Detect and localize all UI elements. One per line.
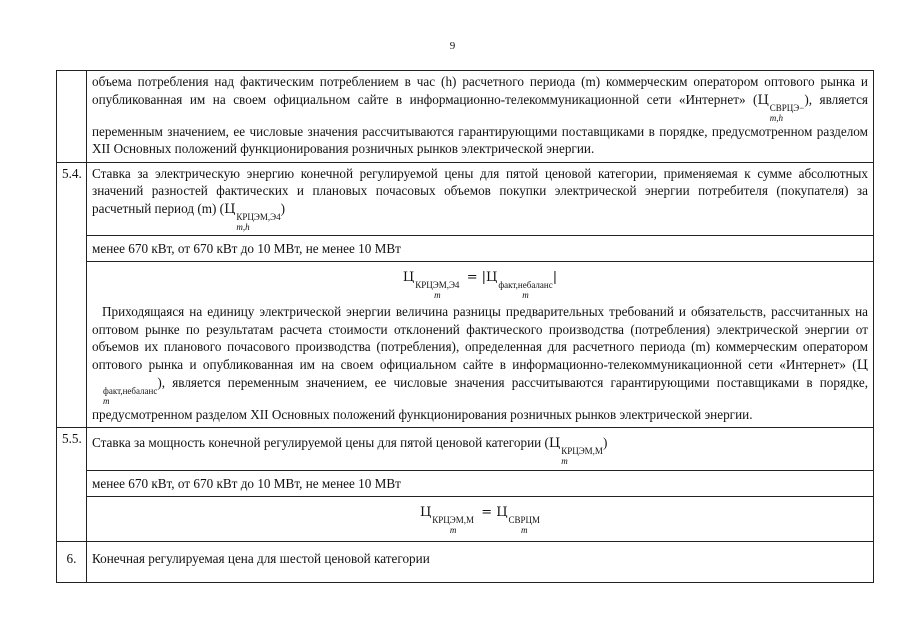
formula-rhs-symbol: Ц xyxy=(496,505,508,520)
row-5-4-description xyxy=(92,303,868,424)
page-number: 9 xyxy=(449,40,456,52)
price-indices xyxy=(236,213,280,232)
row-5-5-options: менее 670 кВт, от 670 кВт до 10 МВт, не менее 10 МВт xyxy=(87,470,874,497)
row-5-4-options: менее 670 кВт, от 670 кВт до 10 МВт, не менее 10 МВт xyxy=(87,235,874,262)
price-subscript: m,h xyxy=(236,221,250,232)
price-superscript: КРЦЭМ,М xyxy=(561,445,603,456)
price-symbol: Ц xyxy=(224,201,236,217)
table-row-6 xyxy=(57,542,874,583)
formula-lhs-symbol: Ц xyxy=(402,270,415,285)
continuation-text-before: объема потребления над фактическим потреблением в час (h) расчетного периода (m) коммерческим оператором оптового рынка и опубликованная им на своем официальном сайте в информационно-телекоммуникационной сети «Интернет» ( xyxy=(92,74,868,107)
price-indices xyxy=(93,387,157,406)
price-subscript: m,h xyxy=(769,112,784,123)
formula-rhs-superscript: факт,небаланс xyxy=(498,280,553,290)
price-symbol: Ц xyxy=(856,357,868,373)
row-5-4-title-cell xyxy=(87,162,874,235)
table-row-5-4-formula xyxy=(57,262,874,428)
row-5-4-formula-cell xyxy=(87,262,874,428)
formula-rhs-superscript: СВРЦМ xyxy=(508,515,541,525)
price-superscript: факт,небаланс xyxy=(103,386,158,396)
formula-lhs-symbol: Ц xyxy=(419,505,432,520)
price-symbol: Ц xyxy=(757,92,769,108)
price-indices xyxy=(561,447,603,466)
table-row-continuation xyxy=(57,71,874,163)
row-number: 6. xyxy=(57,542,87,583)
row-5-5-formula-cell xyxy=(87,497,874,542)
row-5-4-text-before: Ставка за электрическую энергию конечной регулируемой цены для пятой ценовой категории, применяемая к сумме абсолютных значений разностей фактических и плановых почасовых объемов покупки электрической энергии потребителя (покупателя) за расчетный период (m) ( xyxy=(92,165,868,216)
formula-lhs-subscript: m xyxy=(434,290,441,300)
formula-lhs-superscript: КРЦЭМ,Э4 xyxy=(415,280,460,290)
table-row-5-5-formula xyxy=(57,497,874,542)
price-indices xyxy=(770,104,805,123)
row-5-4-text-after: ) xyxy=(280,200,285,216)
formula-abs-open: | xyxy=(481,270,486,285)
table-row-5-5 xyxy=(57,427,874,470)
price-subscript: m xyxy=(103,396,110,406)
row-number: 5.4. xyxy=(57,162,87,427)
continuation-text-cell xyxy=(87,71,874,163)
description-text-after: ), является переменным значением, ее числовые значения рассчитываются гарантирующими поставщиками в порядке, предусмотренном разделом XII Основных положений функционирования розничных рынков электрической энергии. xyxy=(92,375,868,422)
formula-equals: = xyxy=(481,505,493,520)
formula-lhs-indices xyxy=(432,516,474,535)
table-row-5-4-options xyxy=(57,235,874,262)
formula-rhs-indices xyxy=(498,281,552,300)
formula-rhs-subscript: m xyxy=(522,290,529,300)
table-row-5-5-options xyxy=(57,470,874,497)
row-5-5-text-after: ) xyxy=(602,434,608,450)
row-number-empty xyxy=(57,71,87,163)
row-5-5-text-before: Ставка за мощность конечной регулируемой цены для пятой ценовой категории ( xyxy=(92,434,549,450)
formula-abs-close: | xyxy=(552,270,558,285)
formula-rhs-symbol: Ц xyxy=(486,270,498,285)
formula-lhs-subscript: m xyxy=(449,525,457,535)
formula xyxy=(92,268,868,300)
formula-rhs-subscript: m xyxy=(521,525,528,535)
table-row-5-4 xyxy=(57,162,874,235)
price-symbol: Ц xyxy=(548,435,561,451)
continuation-text-after: ), является переменным значением, ее числовые значения рассчитываются гарантирующими поставщиками в порядке, предусмотренном разделом XII Основных положений функционирования розничных рынков электрической энергии. xyxy=(92,91,868,156)
formula-lhs-superscript: КРЦЭМ,М xyxy=(432,515,474,525)
description-text-before: Приходящаяся на единицу электрической энергии величина разницы предварительных требований и обязательств, рассчитанных на оптовом рынке по результатам расчета стоимости отклонений фактического производства (потребления) электрической энергии от объемов их планового почасового производства (потребления), определенная для расчетного периода (m) коммерческим оператором оптового рынка и опубликованная им на своем официальном сайте в информационно-телекоммуникационной сети «Интернет» ( xyxy=(92,304,868,372)
row-6-text: Конечная регулируемая цена для шестой ценовой категории xyxy=(87,542,874,583)
formula-rhs-indices xyxy=(509,516,541,535)
formula-lhs-indices xyxy=(415,281,459,300)
row-5-5-title-cell xyxy=(87,427,874,470)
tariff-table xyxy=(56,70,874,583)
price-superscript: КРЦЭМ,Э4 xyxy=(236,211,281,222)
price-superscript: СВРЦЭ− xyxy=(769,102,805,113)
row-number: 5.5. xyxy=(57,427,87,542)
formula-equals: = xyxy=(466,270,478,285)
price-subscript: m xyxy=(561,455,568,466)
